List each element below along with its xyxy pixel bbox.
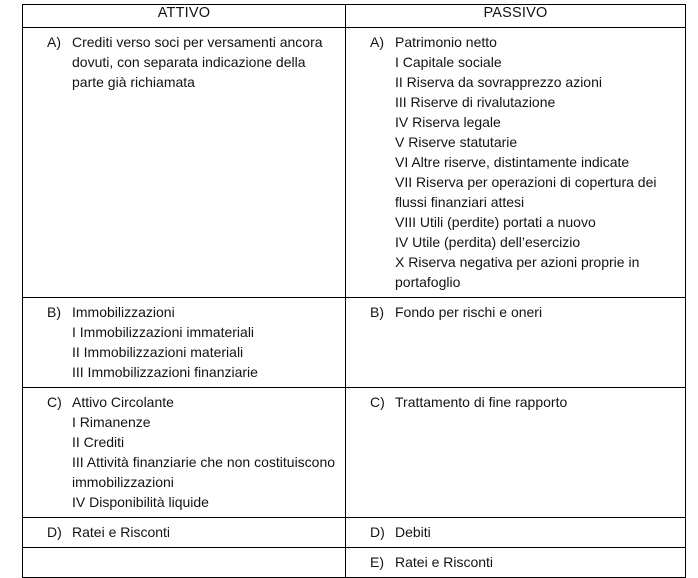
table-row (23, 28, 686, 298)
sub-item-list (395, 52, 679, 292)
entry-marker: B) (47, 304, 61, 320)
entry-marker: D) (47, 524, 62, 540)
cell-attivo-a (23, 28, 346, 298)
list-item: III Attività finanziarie che non costituiscono immobilizzazioni (72, 454, 339, 490)
sub-item-list (72, 322, 339, 382)
entry-title: Trattamento di fine rapporto (395, 394, 568, 410)
entry-attivo-a (29, 32, 339, 92)
table-row (23, 298, 686, 388)
column-header-attivo: ATTIVO (23, 5, 346, 28)
cell-attivo-c (23, 388, 346, 518)
cell-passivo-b (346, 298, 686, 388)
list-item: IV Disponibilità liquide (72, 494, 209, 510)
cell-passivo-d (346, 518, 686, 548)
entry-passivo-d (352, 522, 679, 542)
list-item: I Rimanenze (72, 414, 151, 430)
list-item: I Capitale sociale (395, 54, 502, 70)
balance-sheet-table (22, 4, 686, 578)
sub-item-list (72, 412, 339, 512)
entry-attivo-d (29, 522, 339, 542)
entry-passivo-e (352, 552, 679, 572)
entry-marker: A) (47, 34, 61, 50)
list-item: X Riserva negativa per azioni proprie in portafoglio (395, 254, 644, 290)
table-row (23, 518, 686, 548)
entry-title: Attivo Circolante (72, 394, 174, 410)
cell-attivo-d (23, 518, 346, 548)
entry-title: Debiti (395, 524, 431, 540)
entry-passivo-a (352, 32, 679, 292)
entry-marker: B) (370, 304, 384, 320)
entry-title: Ratei e Risconti (395, 554, 494, 570)
list-item: II Riserva da sovrapprezzo azioni (395, 74, 602, 90)
table-row (23, 388, 686, 518)
entry-title: Crediti verso soci per versamenti ancora dovuti, con separata indicazione della parte già richiamata (72, 34, 323, 90)
cell-passivo-c (346, 388, 686, 518)
list-item: VII Riserva per operazioni di copertura dei flussi finanziari attesi (395, 174, 661, 210)
entry-marker: C) (47, 394, 62, 410)
list-item: V Riserve statutarie (395, 134, 518, 150)
entry-passivo-b (352, 302, 679, 322)
entry-marker: A) (370, 34, 384, 50)
list-item: I Immobilizzazioni immateriali (72, 324, 255, 340)
entry-title: Ratei e Risconti (72, 524, 171, 540)
entry-passivo-c (352, 392, 679, 412)
entry-marker: E) (370, 554, 384, 570)
list-item: VIII Utili (perdite) portati a nuovo (395, 214, 596, 230)
table-row (23, 548, 686, 578)
cell-passivo-a (346, 28, 686, 298)
entry-marker: D) (370, 524, 385, 540)
list-item: IV Riserva legale (395, 114, 501, 130)
table-header-row (23, 5, 686, 28)
entry-attivo-b (29, 302, 339, 382)
entry-attivo-c (29, 392, 339, 512)
list-item: II Immobilizzazioni materiali (72, 344, 244, 360)
list-item: III Immobilizzazioni finanziarie (72, 364, 258, 380)
column-header-passivo: PASSIVO (346, 5, 686, 28)
list-item: IV Utile (perdita) dell’esercizio (395, 234, 581, 250)
list-item: III Riserve di rivalutazione (395, 94, 556, 110)
entry-title: Fondo per rischi e oneri (395, 304, 543, 320)
entry-title: Immobilizzazioni (72, 304, 175, 320)
cell-attivo-b (23, 298, 346, 388)
list-item: VI Altre riserve, distintamente indicate (395, 154, 630, 170)
list-item: II Crediti (72, 434, 125, 450)
cell-passivo-e (346, 548, 686, 578)
cell-attivo-empty (23, 548, 346, 578)
entry-title: Patrimonio netto (395, 34, 497, 50)
entry-marker: C) (370, 394, 385, 410)
